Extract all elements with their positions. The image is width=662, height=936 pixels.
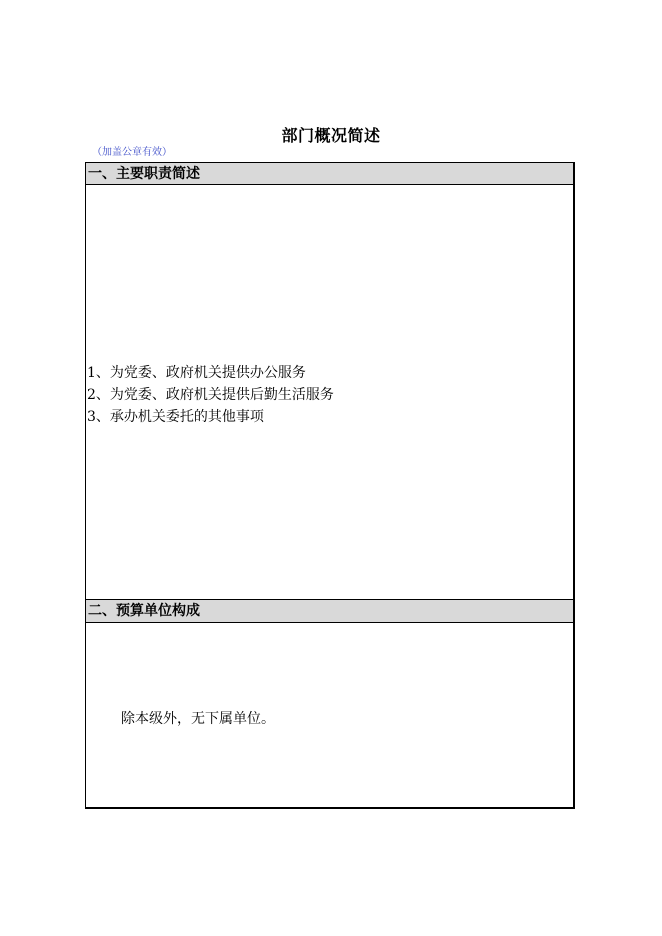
page-title: 部门概况简述: [281, 126, 381, 145]
duty-item-2: 2、为党委、政府机关提供后勤生活服务: [87, 387, 334, 403]
section-heading-duties: 一、主要职责简述: [86, 163, 573, 185]
duty-list: [87, 362, 334, 428]
duty-item-1: 1、为党委、政府机关提供办公服务: [87, 365, 306, 381]
section-heading-units: 二、预算单位构成: [86, 599, 573, 623]
stamp-note: （加盖公章有效）: [92, 147, 172, 158]
duty-item-3: 3、承办机关委托的其他事项: [87, 409, 264, 425]
summary-form: [85, 162, 575, 809]
unit-composition-text: 除本级外，无下属单位。: [121, 711, 275, 727]
